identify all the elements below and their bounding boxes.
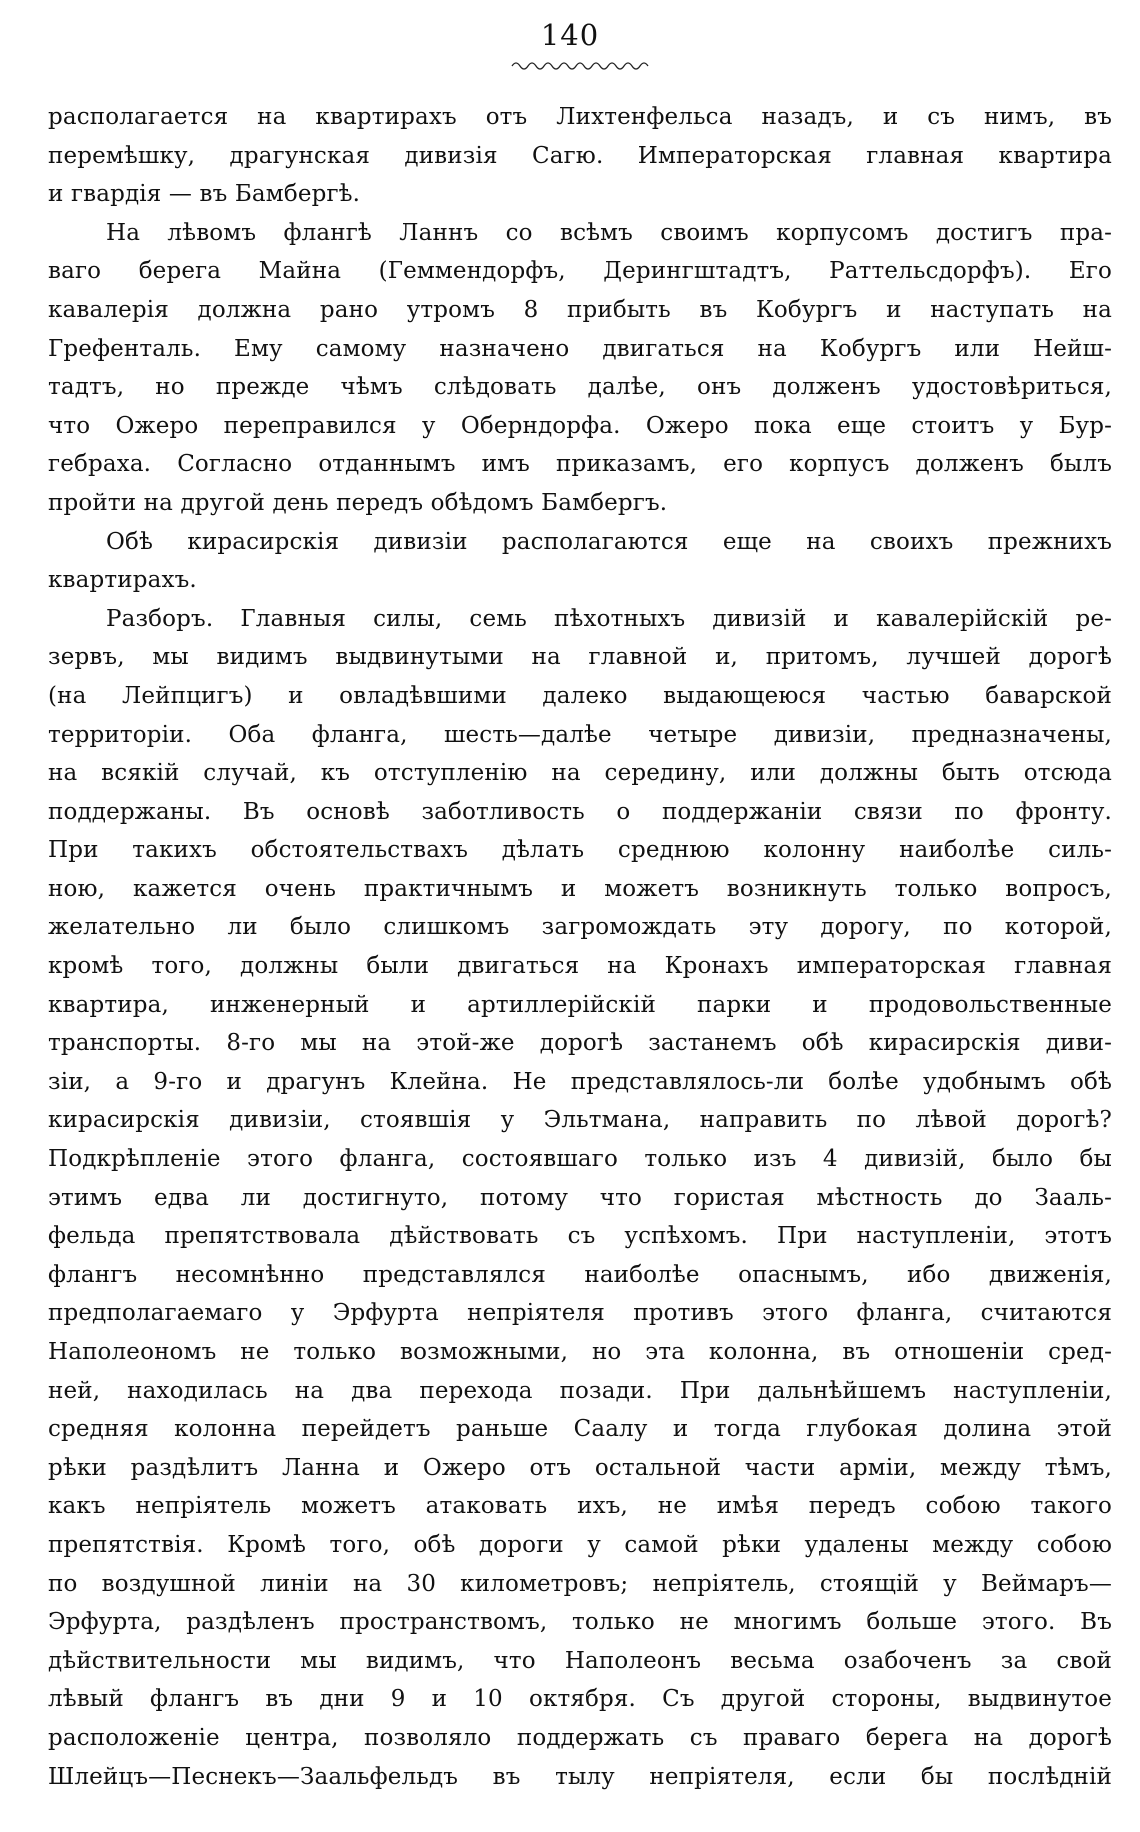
text-line: препятствія. Кромѣ того, обѣ дороги у самой рѣки удалены между собою (48, 1531, 1112, 1558)
text-line: располагается на квартирахъ отъ Лихтенфельса назадъ, и съ нимъ, въ (48, 104, 1112, 130)
text-line: Шлейцъ—Песнекъ—Заальфельдъ въ тылу непріятеля, если бы послѣдній (48, 1763, 1112, 1790)
text-line: лѣвый флангъ въ дни 9 и 10 октября. Съ другой стороны, выдвинутое (48, 1686, 1112, 1713)
text-line: на всякій случай, къ отступленію на середину, или должны быть отсюда (48, 760, 1112, 787)
body-text (48, 98, 1112, 1818)
text-line: территоріи. Оба фланга, шесть—далѣе четыре дивизіи, предназначены, (48, 721, 1112, 748)
text-line: по воздушной линіи на 30 километровъ; непріятель, стоящій у Веймаръ— (48, 1570, 1112, 1597)
text-line: предполагаемаго у Эрфурта непріятеля противъ этого фланга, считаются (48, 1300, 1112, 1327)
text-line: пройти на другой день передъ обѣдомъ Бамбергъ. (48, 489, 668, 516)
text-line: тадтъ, но прежде чѣмъ слѣдовать далѣе, онъ долженъ удостовѣриться, (48, 374, 1112, 401)
text-line: зіи, а 9-го и драгунъ Клейна. Не представлялось-ли болѣе удобнымъ обѣ (48, 1068, 1112, 1095)
text-line: какъ непріятель можетъ атаковать ихъ, не имѣя передъ собою такого (48, 1493, 1112, 1520)
ornamental-rule-icon (510, 58, 650, 74)
text-line: и гвардія — въ Бамбергѣ. (48, 181, 361, 208)
text-line: транспорты. 8-го мы на этой-же дорогѣ застанемъ обѣ кирасирскія диви- (48, 1030, 1112, 1057)
text-line: квартира, инженерный и артиллерійскій парки и продовольственные (48, 991, 1112, 1018)
text-line: Грефенталь. Ему самому назначено двигаться на Кобургъ или Нейш- (48, 335, 1112, 362)
text-line: Разборъ. Главныя силы, семь пѣхотныхъ дивизій и кавалерійскій ре- (106, 605, 1112, 632)
text-line: фельда препятствовала дѣйствовать съ успѣхомъ. При наступленіи, этотъ (48, 1223, 1112, 1250)
text-line: Обѣ кирасирскія дивизіи располагаются еще на своихъ прежнихъ (106, 528, 1112, 555)
text-line: зервъ, мы видимъ выдвинутыми на главной и, притомъ, лучшей дорогѣ (48, 644, 1112, 671)
page-number: 140 (540, 18, 600, 52)
text-line: Эрфурта, раздѣленъ пространствомъ, только не многимъ больше этого. Въ (48, 1609, 1112, 1636)
text-line: кирасирскія дивизіи, стоявшія у Эльтмана, направить по лѣвой дорогѣ? (48, 1107, 1112, 1134)
text-line: При такихъ обстоятельствахъ дѣлать среднюю колонну наиболѣе силь- (48, 837, 1112, 864)
text-line: квартирахъ. (48, 567, 197, 594)
text-line: этимъ едва ли достигнуто, потому что гористая мѣстность до Зааль- (48, 1184, 1112, 1211)
text-line: ней, находилась на два перехода позади. При дальнѣйшемъ наступленіи, (48, 1377, 1112, 1404)
text-line: флангъ несомнѣнно представлялся наиболѣе опаснымъ, ибо движенія, (48, 1261, 1112, 1288)
text-line: расположеніе центра, позволяло поддержать съ праваго берега на дорогѣ (48, 1724, 1112, 1751)
text-line: ною, кажется очень практичнымъ и можетъ возникнуть только вопросъ, (48, 875, 1112, 902)
text-line: гебраха. Согласно отданнымъ имъ приказамъ, его корпусъ долженъ былъ (48, 451, 1112, 478)
text-line: поддержаны. Въ основѣ заботливость о поддержаніи связи по фронту. (48, 798, 1112, 825)
text-line: На лѣвомъ флангѣ Ланнъ со всѣмъ своимъ корпусомъ достигъ пра- (106, 219, 1112, 246)
text-line: рѣки раздѣлитъ Ланна и Ожеро отъ остальной части арміи, между тѣмъ, (48, 1454, 1112, 1481)
text-line: Подкрѣпленіе этого фланга, состоявшаго только изъ 4 дивизій, было бы (48, 1146, 1112, 1173)
text-line: кромѣ того, должны были двигаться на Кронахъ императорская главная (48, 953, 1112, 980)
text-line: перемѣшку, драгунская дивизія Сагю. Императорская главная квартира (48, 142, 1112, 169)
text-line: ваго берега Майна (Геммендорфъ, Дерингштадтъ, Раттельсдорфъ). Его (48, 258, 1112, 285)
text-line: (на Лейпцигъ) и овладѣвшими далеко выдающеюся частью баварской (48, 682, 1112, 709)
text-line: дѣйствительности мы видимъ, что Наполеонъ весьма озабоченъ за свой (48, 1647, 1112, 1674)
text-line: желательно ли было слишкомъ загромождать эту дорогу, по которой, (48, 914, 1112, 941)
text-line: Наполеономъ не только возможными, но эта колонна, въ отношеніи сред- (48, 1339, 1112, 1365)
text-line: кавалерія должна рано утромъ 8 прибыть въ Кобургъ и наступать на (48, 296, 1112, 323)
text-line: средняя колонна перейдетъ раньше Саалу и тогда глубокая долина этой (48, 1416, 1112, 1443)
text-line: что Ожеро переправился у Оберндорфа. Ожеро пока еще стоитъ у Бур- (48, 412, 1112, 439)
